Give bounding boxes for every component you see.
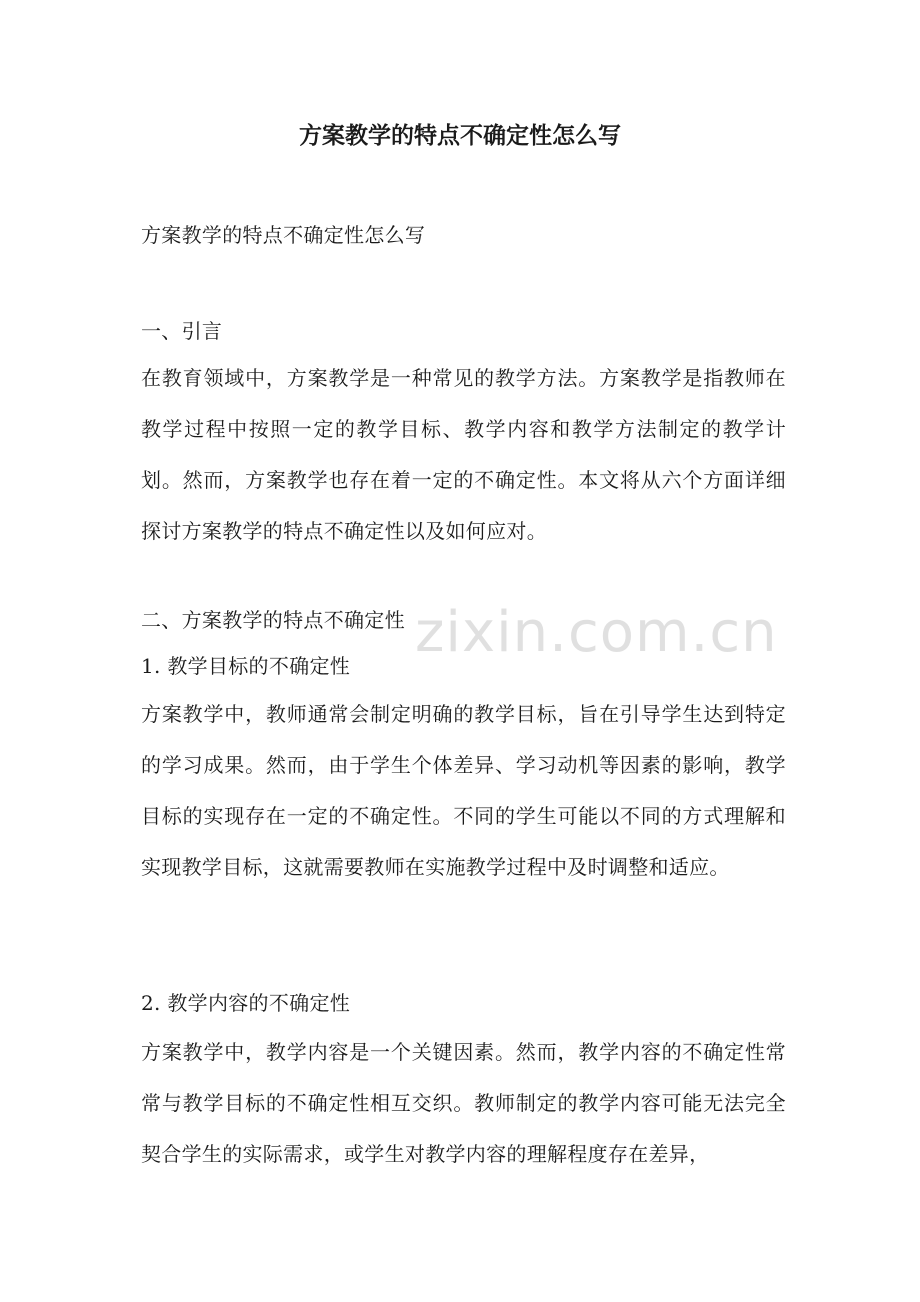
watermark: zixin.com.cn <box>415 600 778 665</box>
paragraph-goals: 方案教学中，教师通常会制定明确的教学目标，旨在引导学生达到特定的学习成果。然而，由于学生个体差异、学习动机等因素的影响，教学目标的实现存在一定的不确定性。不同的学生可能以不同的方式理解和实现教学目标，这就需要教师在实施教学过程中及时调整和适应。 <box>141 702 786 879</box>
document-subtitle: 方案教学的特点不确定性怎么写 <box>141 223 426 247</box>
section-heading-uncertainty: 二、方案教学的特点不确定性 <box>141 608 405 632</box>
paragraph-content: 方案教学中，教学内容是一个关键因素。然而，教学内容的不确定性常常与教学目标的不确定性相互交织。教师制定的教学内容可能无法完全契合学生的实际需求，或学生对教学内容的理解程度存在差异， <box>141 1040 786 1166</box>
section-heading-introduction: 一、引言 <box>141 319 223 343</box>
subsection-heading-content: 2. 教学内容的不确定性 <box>141 991 351 1015</box>
paragraph-introduction: 在教育领域中，方案教学是一种常见的教学方法。方案教学是指教师在教学过程中按照一定的教学目标、教学内容和教学方法制定的教学计划。然而，方案教学也存在着一定的不确定性。本文将从六个方面详细探讨方案教学的特点不确定性以及如何应对。 <box>141 366 786 543</box>
document-title: 方案教学的特点不确定性怎么写 <box>299 122 621 149</box>
subsection-heading-goals: 1. 教学目标的不确定性 <box>141 654 351 678</box>
